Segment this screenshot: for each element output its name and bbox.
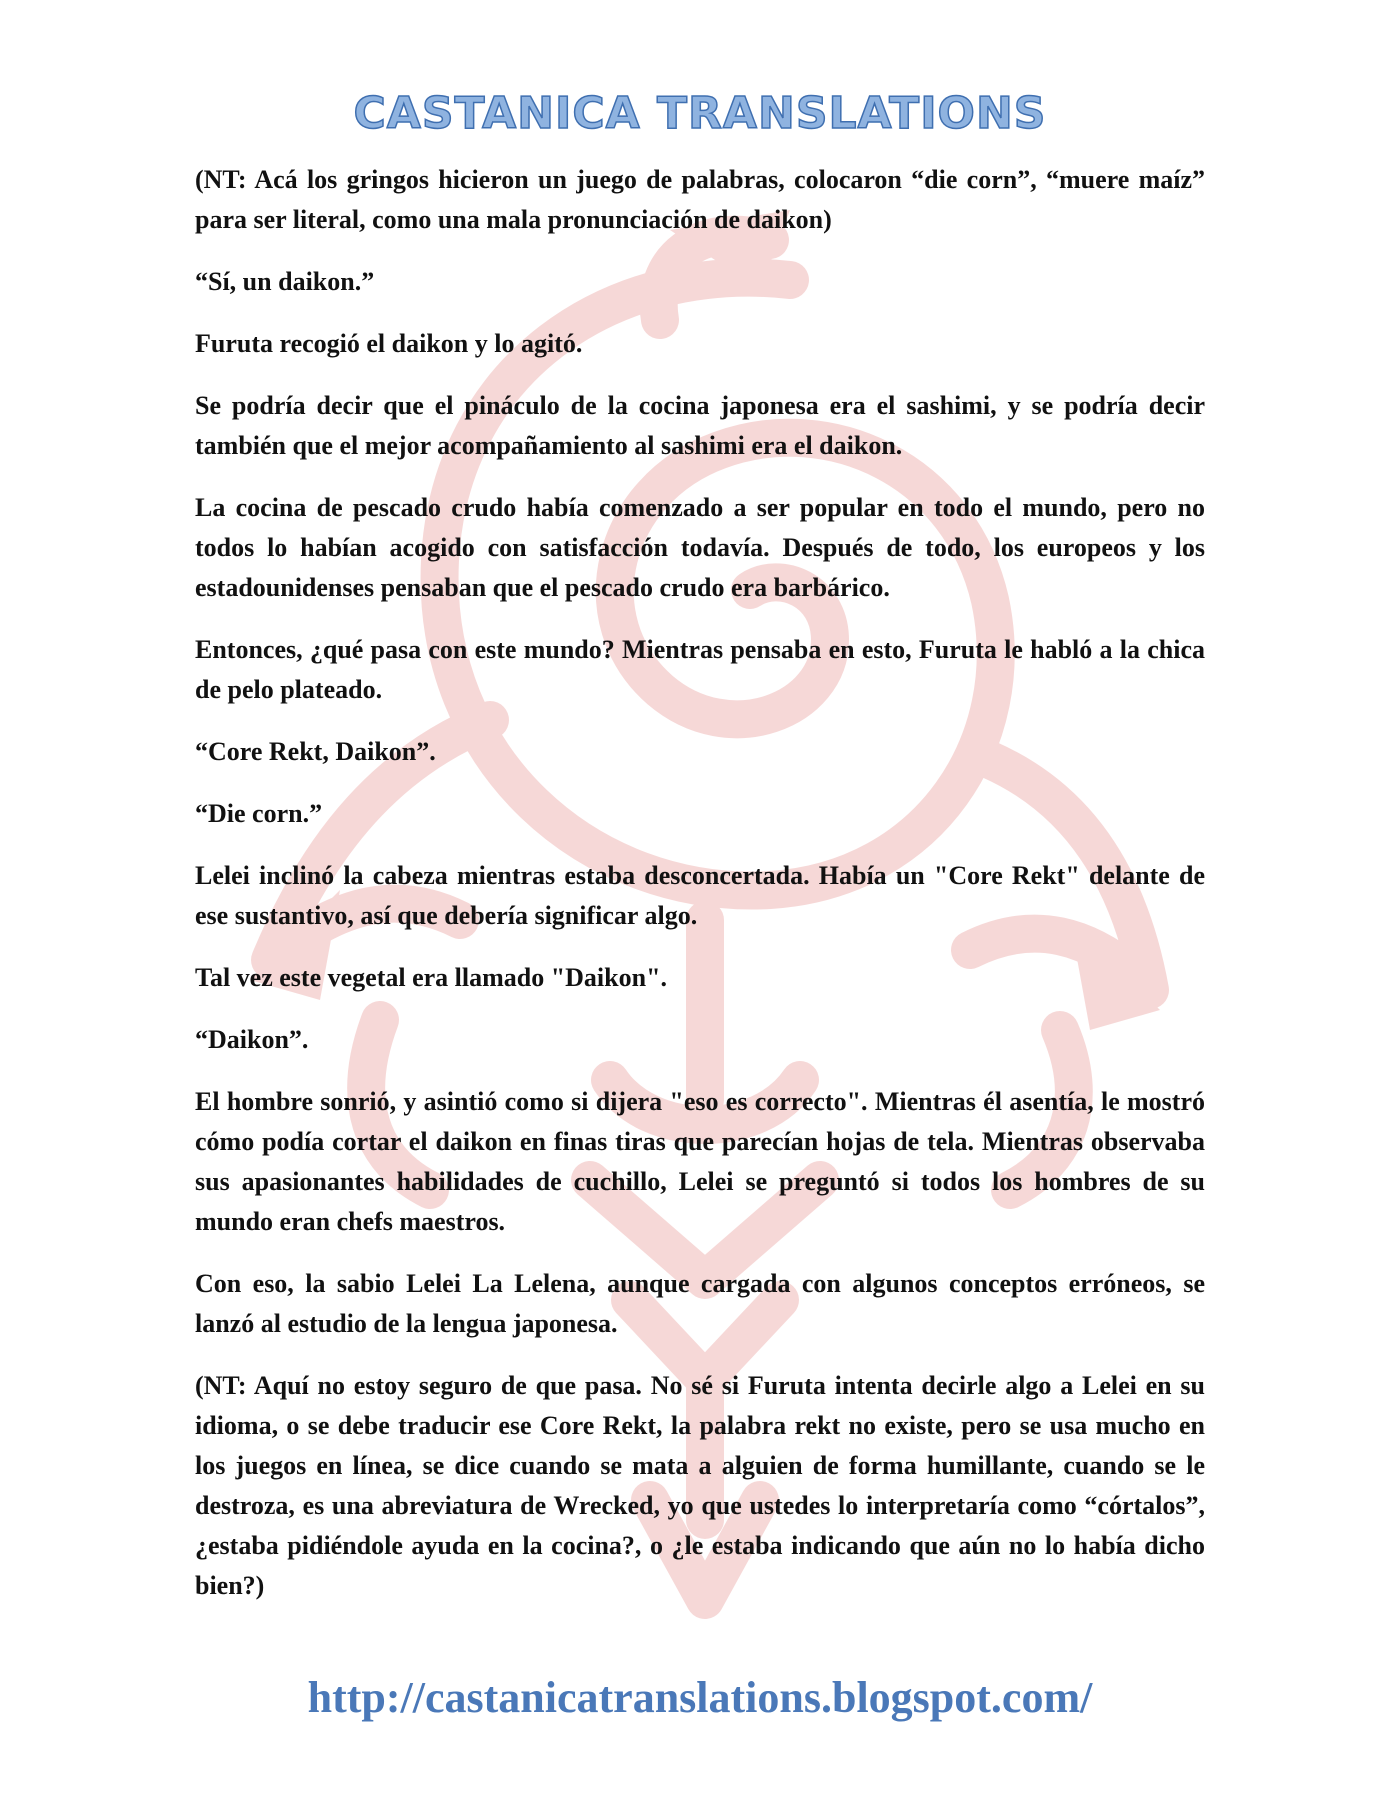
paragraph-este-mundo: Entonces, ¿qué pasa con este mundo? Mientras pensaba en esto, Furuta le habló a la chica de pelo plateado. (195, 635, 1205, 704)
paragraph-vegetal: Tal vez este vegetal era llamado "Daikon". (195, 963, 668, 992)
paragraph-sashimi: Se podría decir que el pináculo de la cocina japonesa era el sashimi, y se podría decir también que el mejor acompañamiento al sashimi era el daikon. (195, 391, 1205, 460)
paragraph-hombre-sonrio: El hombre sonrió, y asintió como si dijera "eso es correcto". Mientras él asentía, le mostró cómo podía cortar el daikon en finas tiras que parecían hojas de tela. Mientras observaba sus apasionantes habilidades de cuchillo, Lelei se preguntó si todos los hombres de su mundo eran chefs maestros. (195, 1087, 1205, 1236)
translation-text (195, 160, 1205, 1628)
paragraph-dialogue-daikon: “Daikon”. (195, 1025, 309, 1054)
paragraph-dialogue-core-rekt: “Core Rekt, Daikon”. (195, 737, 436, 766)
site-title: CASTANICA TRANSLATIONS (353, 88, 1047, 139)
paragraph-lengua-japonesa: Con eso, la sabio Lelei La Lelena, aunque cargada con algunos conceptos erróneos, se lanzó al estudio de la lengua japonesa. (195, 1269, 1205, 1338)
page-header (0, 88, 1400, 139)
paragraph-pescado-crudo: La cocina de pescado crudo había comenzado a ser popular en todo el mundo, pero no todos lo habían acogido con satisfacción todavía. Después de todo, los europeos y los estadounidenses pensaban que el pescado crudo era barbárico. (195, 493, 1205, 602)
paragraph-translator-note-1: (NT: Acá los gringos hicieron un juego de palabras, colocaron “die corn”, “muere maíz” para ser literal, como una mala pronunciación de daikon) (195, 165, 1205, 234)
paragraph-dialogue-si-daikon: “Sí, un daikon.” (195, 267, 375, 296)
paragraph-translator-note-2: (NT: Aquí no estoy seguro de que pasa. No sé si Furuta intenta decirle algo a Lelei en su idioma, o se debe traducir ese Core Rekt, la palabra rekt no existe, pero se usa mucho en los juegos en línea, se dice cuando se mata a alguien de forma humillante, cuando se le destroza, es una abreviatura de Wrecked, yo que ustedes lo interpretaría como “córtalos”, ¿estaba pidiéndole ayuda en la cocina?, o ¿le estaba indicando que aún no lo había dicho bien?) (195, 1371, 1205, 1600)
page-footer (0, 1672, 1400, 1723)
blog-url-link[interactable]: http://castanicatranslations.blogspot.com/ (307, 1673, 1093, 1722)
paragraph-lelei-inclino: Lelei inclinó la cabeza mientras estaba desconcertada. Había un "Core Rekt" delante de ese sustantivo, así que debería significar algo. (195, 861, 1205, 930)
paragraph-furuta-agito: Furuta recogió el daikon y lo agitó. (195, 329, 583, 358)
paragraph-dialogue-die-corn: “Die corn.” (195, 799, 323, 828)
